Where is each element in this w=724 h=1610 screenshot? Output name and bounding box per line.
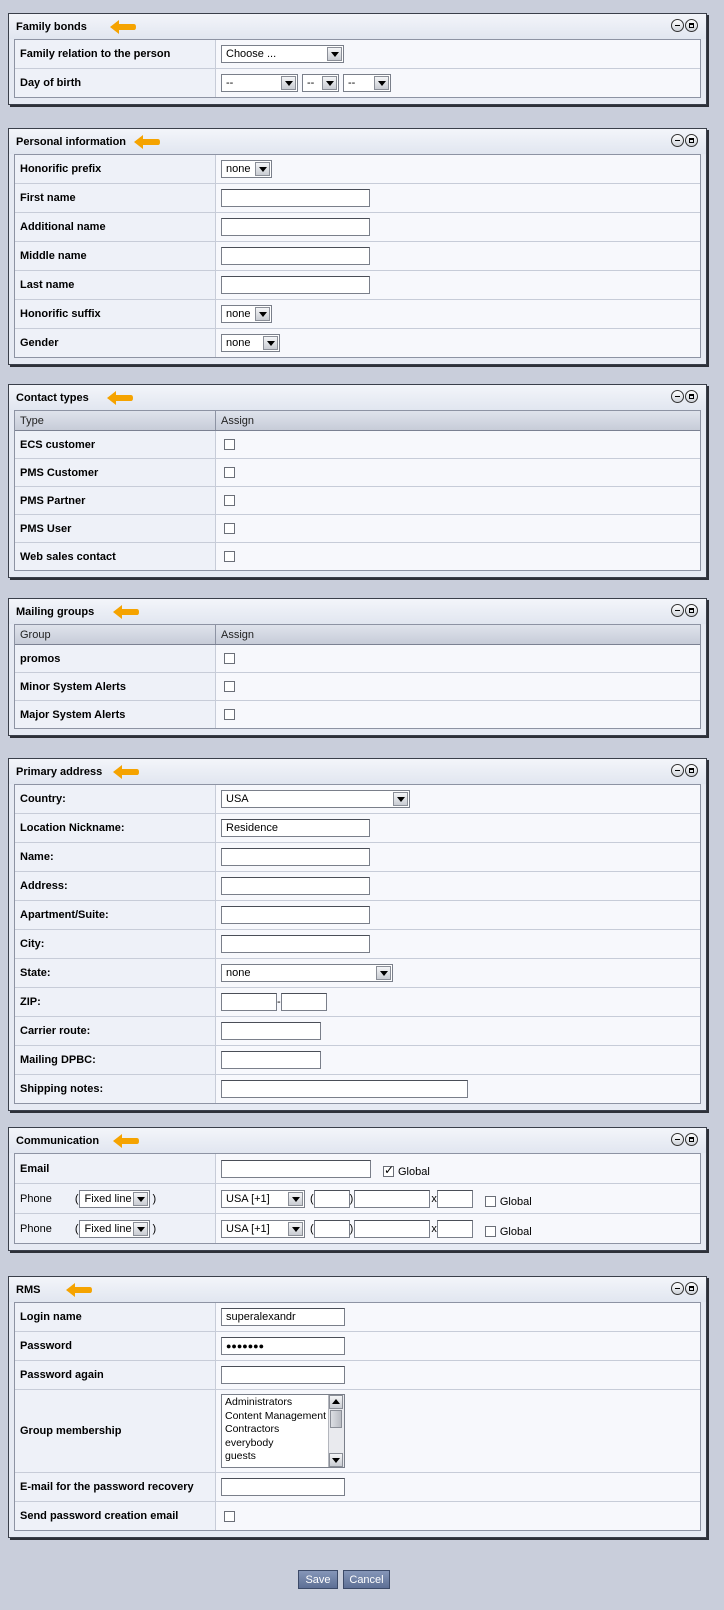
panel-header [9, 599, 706, 624]
chevron-down-icon [281, 76, 296, 90]
name-label: Name: [15, 843, 216, 871]
shipping-notes-input[interactable] [221, 1080, 468, 1098]
chevron-down-icon [374, 76, 389, 90]
panel-header [9, 1128, 706, 1153]
phone-label: Phone [20, 1192, 52, 1205]
ext-separator: x [431, 1222, 437, 1235]
minimize-icon[interactable] [671, 390, 684, 403]
chevron-down-icon [133, 1192, 148, 1206]
global-label: Global [499, 1195, 532, 1208]
scroll-thumb[interactable] [330, 1410, 342, 1428]
extension-input[interactable] [437, 1220, 473, 1238]
list-item[interactable]: Administrators [225, 1396, 293, 1408]
city-label: City: [15, 930, 216, 958]
arrow-icon [65, 1282, 93, 1298]
chevron-down-icon [288, 1222, 303, 1236]
panel-header [9, 1277, 706, 1302]
middle-name-label: Middle name [15, 242, 216, 270]
column-assign: Assign [221, 628, 255, 641]
email-label: Email [15, 1154, 216, 1183]
password-again-label: Password again [15, 1361, 216, 1389]
column-type: Type [15, 411, 216, 430]
maximize-icon[interactable] [685, 19, 698, 32]
zip-plus4-input[interactable] [281, 993, 327, 1011]
phone-global-checkbox[interactable] [485, 1226, 496, 1237]
chevron-down-icon [393, 792, 408, 806]
phone-row-label [15, 1214, 216, 1243]
personal-info-panel [8, 128, 707, 365]
maximize-icon[interactable] [685, 134, 698, 147]
password-label: Password [15, 1332, 216, 1360]
mailing-group-label: promos [15, 645, 216, 672]
panel-header [9, 14, 706, 39]
list-item[interactable]: guests [225, 1450, 256, 1462]
list-item[interactable]: Content Management [225, 1409, 326, 1422]
assign-checkbox[interactable] [224, 709, 235, 720]
paren-close: ) [349, 1192, 354, 1205]
recovery-email-input[interactable] [221, 1478, 345, 1496]
recovery-email-label: E-mail for the password recovery [15, 1473, 216, 1501]
country-label: Country: [15, 785, 216, 813]
mailing-dpbc-label: Mailing DPBC: [15, 1046, 216, 1074]
list-item[interactable]: everybody [225, 1436, 274, 1449]
password-input[interactable]: ●●●●●●● [221, 1337, 345, 1355]
country-code-select[interactable]: USA [+1] [221, 1190, 305, 1208]
mailing-groups-panel [8, 598, 707, 736]
arrow-icon [106, 390, 134, 406]
additional-name-label: Additional name [15, 213, 216, 241]
chevron-down-icon [255, 307, 270, 321]
assign-checkbox[interactable] [224, 439, 235, 450]
email-global-checkbox[interactable] [383, 1166, 394, 1177]
carrier-route-label: Carrier route: [15, 1017, 216, 1045]
table-header [15, 625, 700, 645]
gender-label: Gender [15, 329, 216, 357]
phone-row-label [15, 1184, 216, 1213]
phone-label: Phone [20, 1222, 52, 1235]
global-label: Global [499, 1225, 532, 1238]
maximize-icon[interactable] [685, 1133, 698, 1146]
login-name-input[interactable]: superalexandr [221, 1308, 345, 1326]
family-bonds-panel [8, 13, 707, 105]
panel-title: Personal information [16, 136, 127, 148]
address-label: Address: [15, 872, 216, 900]
cancel-button[interactable]: Cancel [343, 1570, 390, 1589]
phone-type-select[interactable]: Fixed line [79, 1220, 150, 1238]
middle-name-input[interactable] [221, 247, 370, 265]
panel-title: RMS [16, 1284, 41, 1296]
phone-type-select[interactable]: Fixed line [79, 1190, 150, 1208]
table-header [15, 411, 700, 431]
birth-year-select[interactable]: -- [343, 74, 391, 92]
mailing-group-label: Major System Alerts [15, 701, 216, 728]
area-code-input[interactable] [314, 1220, 350, 1238]
contact-type-label: ECS customer [15, 431, 216, 458]
city-input[interactable] [221, 935, 370, 953]
assign-checkbox[interactable] [224, 523, 235, 534]
mailing-group-label: Minor System Alerts [15, 673, 216, 700]
last-name-input[interactable] [221, 276, 370, 294]
birth-month-select[interactable]: -- [302, 74, 339, 92]
relation-label: Family relation to the person [15, 40, 216, 68]
paren-open: ( [310, 1192, 314, 1205]
minimize-icon[interactable] [671, 604, 684, 617]
name-input[interactable] [221, 848, 370, 866]
send-email-checkbox[interactable] [224, 1511, 235, 1522]
paren-open: ( [74, 1222, 79, 1235]
list-item[interactable]: Contractors [225, 1423, 280, 1435]
panel-title: Primary address [16, 766, 103, 778]
listbox-scrollbar[interactable] [328, 1395, 344, 1467]
panel-title: Contact types [16, 392, 89, 404]
scroll-up-icon[interactable] [329, 1395, 343, 1409]
carrier-route-input[interactable] [221, 1022, 321, 1040]
save-button[interactable]: Save [298, 1570, 338, 1589]
chevron-down-icon [263, 336, 278, 350]
mailing-dpbc-input[interactable] [221, 1051, 321, 1069]
column-assign: Assign [221, 414, 255, 427]
maximize-icon[interactable] [685, 390, 698, 403]
birth-label: Day of birth [15, 69, 216, 97]
nickname-input[interactable]: Residence [221, 819, 370, 837]
address-input[interactable] [221, 877, 370, 895]
country-code-select[interactable]: USA [+1] [221, 1220, 305, 1238]
last-name-label: Last name [15, 271, 216, 299]
panel-title: Mailing groups [16, 606, 95, 618]
panel-header [9, 385, 706, 410]
minimize-icon[interactable] [671, 764, 684, 777]
chevron-down-icon [288, 1192, 303, 1206]
arrow-icon [112, 604, 140, 620]
contact-type-label: PMS User [15, 515, 216, 542]
ext-separator: x [431, 1192, 437, 1205]
panel-title: Communication [16, 1135, 100, 1147]
column-group: Group [15, 625, 216, 644]
assign-checkbox[interactable] [224, 467, 235, 478]
apartment-input[interactable] [221, 906, 370, 924]
first-name-input[interactable] [221, 189, 370, 207]
arrow-icon [112, 1133, 140, 1149]
minimize-icon[interactable] [671, 1133, 684, 1146]
group-membership-listbox[interactable] [221, 1394, 345, 1468]
group-membership-label: Group membership [15, 1390, 216, 1472]
password-again-input[interactable] [221, 1366, 345, 1384]
assign-checkbox[interactable] [224, 681, 235, 692]
chevron-down-icon [376, 966, 391, 980]
communication-panel [8, 1127, 707, 1251]
gender-select[interactable]: none [221, 334, 280, 352]
birth-day-select[interactable]: -- [221, 74, 298, 92]
panel-header [9, 759, 706, 784]
scroll-down-icon[interactable] [329, 1453, 343, 1467]
assign-checkbox[interactable] [224, 495, 235, 506]
paren-close: ) [152, 1192, 157, 1205]
zip-separator: - [277, 996, 281, 1008]
email-input[interactable] [221, 1160, 371, 1178]
zip-label: ZIP: [15, 988, 216, 1016]
panel-title: Family bonds [16, 21, 87, 33]
assign-checkbox[interactable] [224, 653, 235, 664]
honorific-prefix-select[interactable]: none [221, 160, 272, 178]
chevron-down-icon [322, 76, 337, 90]
contact-type-label: PMS Partner [15, 487, 216, 514]
state-label: State: [15, 959, 216, 987]
minimize-icon[interactable] [671, 134, 684, 147]
login-name-label: Login name [15, 1303, 216, 1331]
arrow-icon [112, 764, 140, 780]
phone-number-input[interactable] [354, 1190, 430, 1208]
relation-select[interactable]: Choose ... [221, 45, 344, 63]
first-name-label: First name [15, 184, 216, 212]
minimize-icon[interactable] [671, 19, 684, 32]
honorific-suffix-select[interactable]: none [221, 305, 272, 323]
chevron-down-icon [133, 1222, 148, 1236]
honorific-suffix-label: Honorific suffix [15, 300, 216, 328]
paren-close: ) [152, 1222, 157, 1235]
apartment-label: Apartment/Suite: [15, 901, 216, 929]
maximize-icon[interactable] [685, 604, 698, 617]
maximize-icon[interactable] [685, 764, 698, 777]
send-email-label: Send password creation email [15, 1502, 216, 1530]
contact-types-panel [8, 384, 707, 578]
primary-address-panel [8, 758, 707, 1111]
country-select[interactable]: USA [221, 790, 410, 808]
assign-checkbox[interactable] [224, 551, 235, 562]
maximize-icon[interactable] [685, 1282, 698, 1295]
area-code-input[interactable] [314, 1190, 350, 1208]
phone-global-checkbox[interactable] [485, 1196, 496, 1207]
contact-type-label: Web sales contact [15, 543, 216, 570]
additional-name-input[interactable] [221, 218, 370, 236]
panel-header [9, 129, 706, 154]
arrow-icon [133, 134, 161, 150]
rms-panel [8, 1276, 707, 1538]
state-select[interactable]: none [221, 964, 393, 982]
extension-input[interactable] [437, 1190, 473, 1208]
paren-open: ( [310, 1222, 314, 1235]
paren-close: ) [349, 1222, 354, 1235]
shipping-notes-label: Shipping notes: [15, 1075, 216, 1103]
paren-open: ( [74, 1192, 79, 1205]
zip-input[interactable] [221, 993, 277, 1011]
honorific-prefix-label: Honorific prefix [15, 155, 216, 183]
chevron-down-icon [255, 162, 270, 176]
nickname-label: Location Nickname: [15, 814, 216, 842]
arrow-icon [109, 19, 137, 35]
contact-type-label: PMS Customer [15, 459, 216, 486]
minimize-icon[interactable] [671, 1282, 684, 1295]
chevron-down-icon [327, 47, 342, 61]
global-label: Global [398, 1165, 430, 1178]
phone-number-input[interactable] [354, 1220, 430, 1238]
